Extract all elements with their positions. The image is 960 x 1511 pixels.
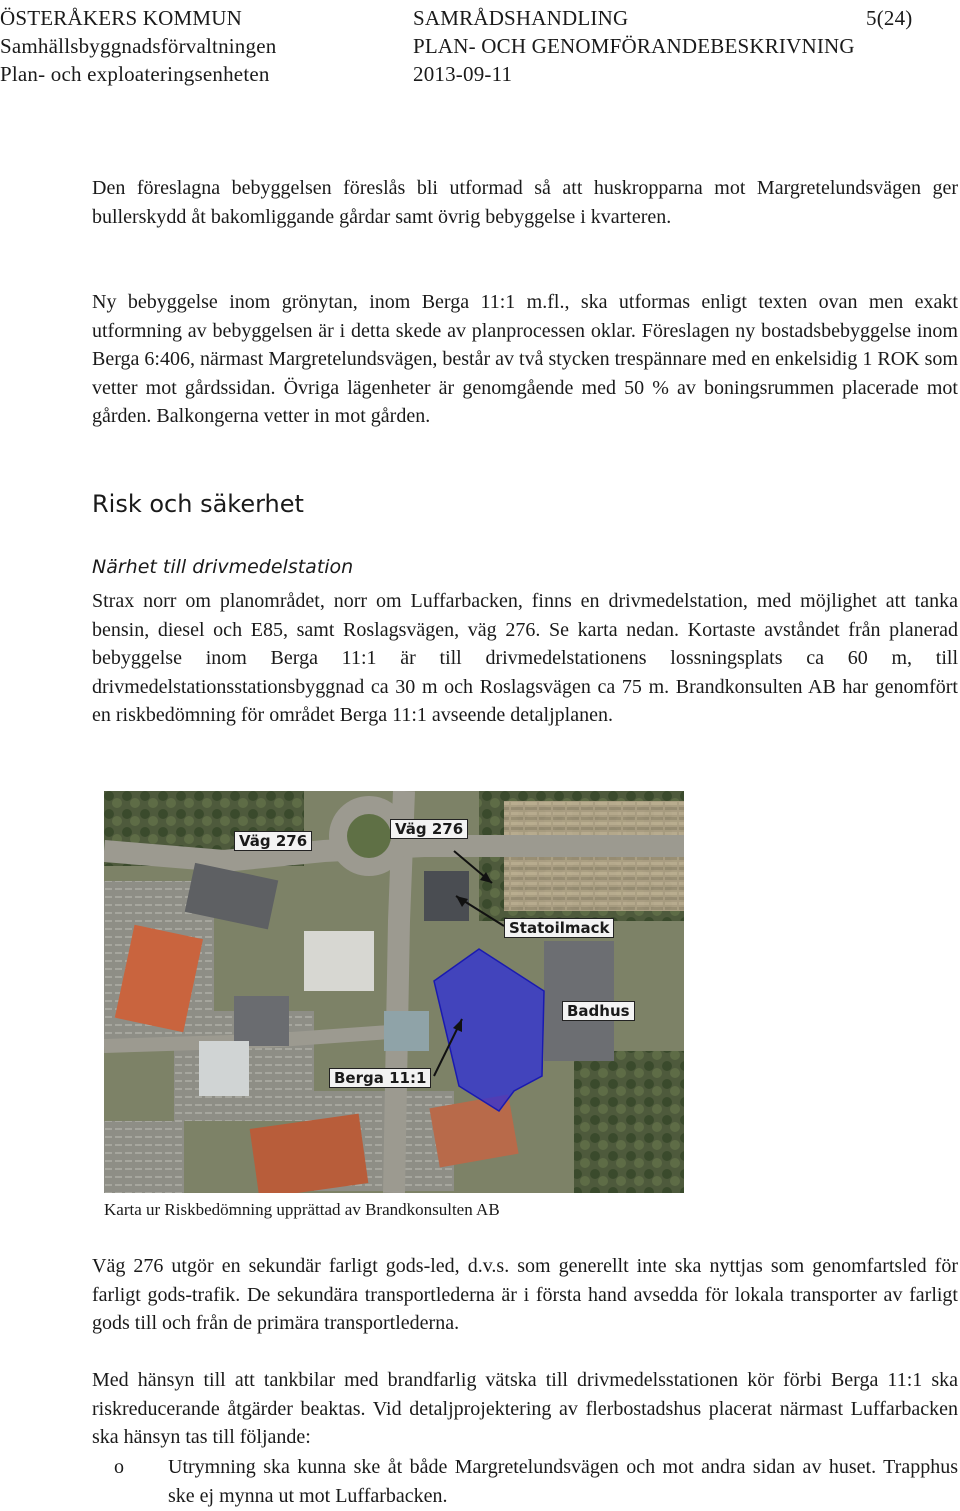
document-date: 2013-09-11 [413, 62, 513, 86]
header-middle [413, 4, 855, 88]
paragraph-5 [92, 1366, 958, 1452]
paragraph-1-text: Den föreslagna bebyggelsen föreslås bli utformad så att huskropparna mot Margretelundsvägen ger bullerskydd åt bakomliggande gårdar samt övrig bebyggelse i kvarteren. [92, 177, 958, 228]
map-label-bath: Badhus [562, 1001, 635, 1021]
paragraph-3-text: Strax norr om planområdet, norr om Luffarbacken, finns en drivmedelstation, med möjlighet att tanka bensin, diesel och E85, samt Roslagsvägen, väg 276. Se karta nedan. Kortaste avståndet från planerad bebyggelse inom Berga 11:1 är till drivmedelstationens lossningsplats ca 60 m, till drivmedelstationsstationsbyggnad ca 30 m och Roslagsvägen ca 75 m. Brandkonsulten AB har genomfört en riskbedömning för området Berga 11:1 avseende detaljplanen. [92, 590, 958, 727]
paragraph-1 [92, 174, 958, 231]
paragraph-3 [92, 587, 958, 730]
bullet-item-text: Utrymning ska kunna ske åt både Margretelundsvägen och mot andra sidan av huset. Trapphus ske ej mynna ut mot Luffarbacken. [168, 1456, 958, 1507]
department-name: Samhällsbyggnadsförvaltningen [0, 34, 277, 58]
map-label-station: Statoilmack [504, 918, 614, 938]
paragraph-4 [92, 1252, 958, 1338]
page-number: 5(24) [866, 6, 913, 30]
aerial-map-image [104, 791, 684, 1193]
paragraph-4-text: Väg 276 utgör en sekundär farligt gods-led, d.v.s. som generellt inte ska nyttjas som genomfartsled för farligt gods-trafik. De sekundära transportlederna är i första hand avsedda för lokala transporter av farligt gods till och från de primära transportlederna. [92, 1255, 958, 1335]
paragraph-2 [92, 288, 958, 431]
section-heading: Risk och säkerhet [92, 490, 304, 518]
document-status: SAMRÅDSHANDLING [413, 6, 629, 30]
bullet-marker: o [114, 1456, 124, 1478]
unit-name: Plan- och exploateringsenheten [0, 62, 270, 86]
aerial-map [104, 791, 684, 1193]
municipality-name: ÖSTERÅKERS KOMMUN [0, 6, 243, 30]
paragraph-2-text: Ny bebyggelse inom grönytan, inom Berga 11:1 m.fl., ska utformas enligt texten ovan men exakt utformning av bebyggelsen är i detta skede av planprocessen oklar. Föreslagen ny bostadsbebyggelse inom Berga 6:406, närmast Margretelundsvägen, består av två stycken trespännare med en enkelsidig 1 ROK som vetter mot gårdssidan. Övriga lägenheter är genomgående med 50 % av boningsrummen placerade mot gården. Balkongerna vetter in mot gården. [92, 291, 958, 428]
map-label-road-top: Väg 276 [390, 819, 468, 839]
subsection-heading: Närhet till drivmedelstation [92, 556, 354, 578]
map-caption: Karta ur Riskbedömning upprättad av Brandkonsulten AB [104, 1200, 500, 1219]
paragraph-5-text: Med hänsyn till att tankbilar med brandfarlig vätska till drivmedelsstationen kör förbi Berga 11:1 ska riskreducerande åtgärder beaktas. Vid detaljprojektering av flerbostadshus placerat närmast Luffarbacken ska hänsyn tas till följande: [92, 1369, 958, 1449]
document-type: PLAN- OCH GENOMFÖRANDEBESKRIVNING [413, 34, 855, 58]
header-left [0, 4, 276, 88]
map-label-road-left: Väg 276 [234, 831, 312, 851]
map-label-plan-area: Berga 11:1 [329, 1068, 431, 1088]
